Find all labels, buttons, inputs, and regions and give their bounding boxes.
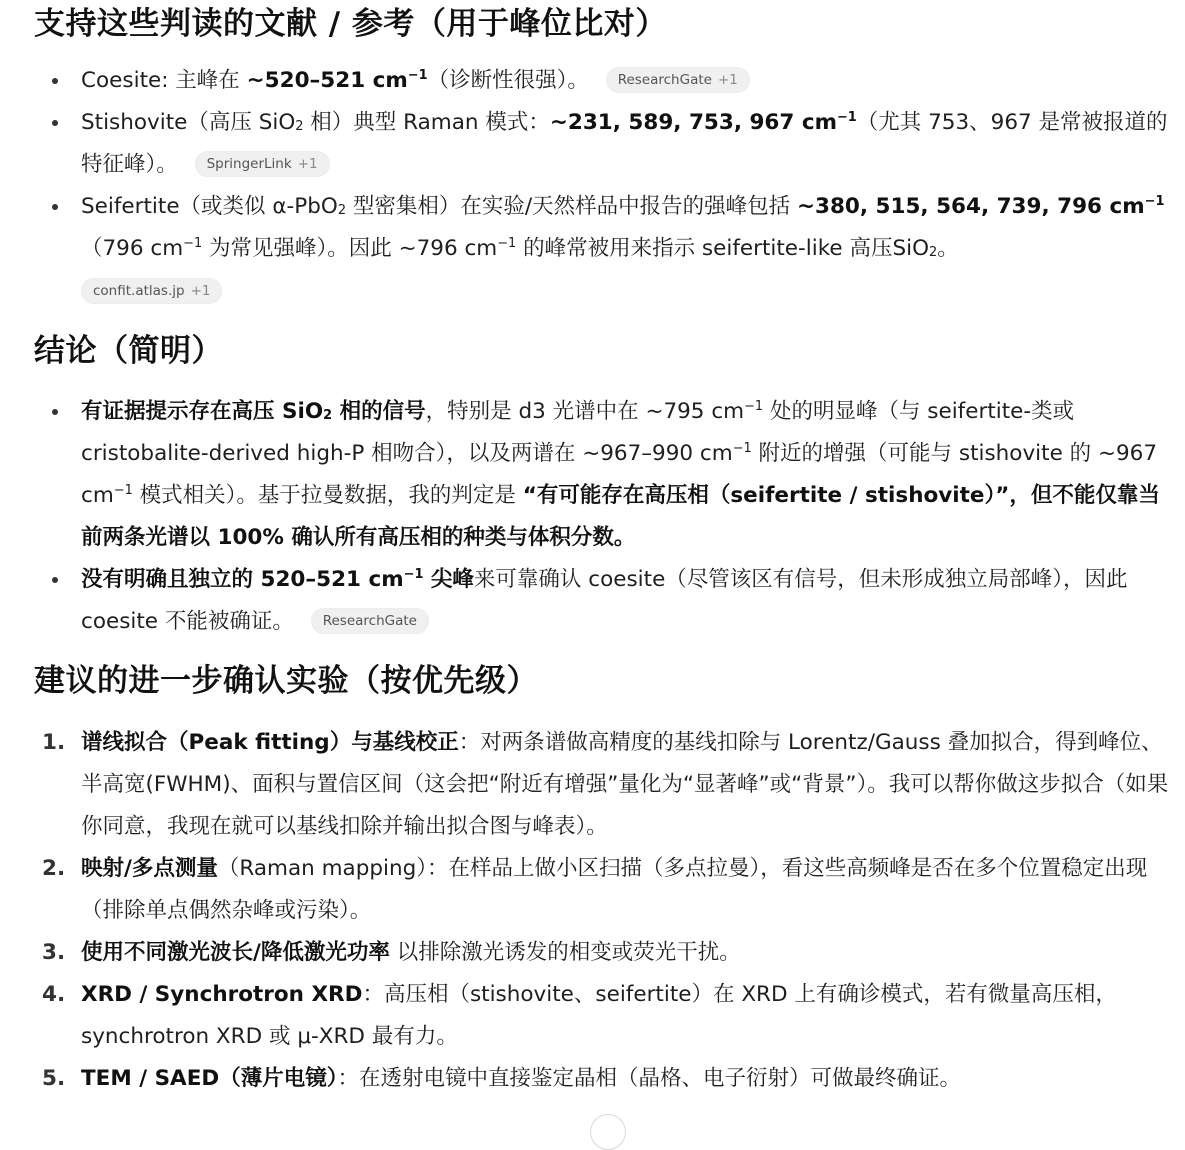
peak-value: ~380, 515, 564, 739, 796 $cm^{-1}$ (796, 193, 1165, 219)
list-item: 没有明确且独立的 520–521 $cm^{-1}$ 尖峰来可靠确认 coesite（尽管该区有信号，但未形成独立局部峰），因此 coesite 不能被确证。 ResearchGate (34, 559, 1180, 643)
suggestion-list (34, 722, 1180, 1100)
list-item: 3. 使用不同激光波长/降低激光功率 以排除激光诱发的相变或荧光干扰。 (42, 940, 741, 965)
list-item: Stishovite（高压 SiO$_2$ 相）典型 Raman 模式：~231, 589, 753, 967 $cm^{-1}$（尤其 753、967 是常被报道的特征峰）。 SpringerLink +1 (34, 102, 1180, 186)
conclusion-list (34, 391, 1180, 643)
section-heading-suggestions: 建议的进一步确认实验（按优先级） (34, 663, 538, 699)
list-item: 1. 谱线拟合（Peak fitting）与基线校正：对两条谱做高精度的基线扣除与 Lorentz/Gauss 叠加拟合，得到峰位、半高宽(FWHM)、面积与置信区间（这会把“附近有增强”量化为“显著峰”或“背景”）。我可以帮你做这步拟合（如果你同意，我现在就可以基线扣除并输出拟合图与峰表）。 (42, 730, 1169, 839)
source-citation-chip[interactable]: ResearchGate (311, 608, 429, 634)
chat-response-content (34, 0, 1180, 1100)
source-citation-chip[interactable]: ResearchGate +1 (606, 67, 750, 93)
section-heading-references: 支持这些判读的文献 / 参考（用于峰位比对） (34, 6, 667, 42)
list-item: Seifertite（或类似 α-PbO$_2$ 型密集相）在实验/天然样品中报告的强峰包括 ~380, 515, 564, 739, 796 $cm^{-1}(796$ $cm^{-1}$ 为常见强峰）。因此 ~796 $cm^{-1}$ 的峰常被用来指示 seifertite-like 高压SiO$_2$。 confit.atlas.jp +1 (34, 186, 1180, 316)
reference-list (34, 60, 1180, 316)
list-item: 2. 映射/多点测量（Raman mapping）：在样品上做小区扫描（多点拉曼），看这些高频峰是否在多个位置稳定出现（排除单点偶然杂峰或污染）。 (42, 856, 1148, 923)
section-heading-conclusion: 结论（简明） (34, 333, 223, 369)
list-item: Coesite: 主峰在 ~520–521 $cm^{-1}$（诊断性很强）。 ResearchGate +1 (34, 60, 1180, 102)
peak-value: ~231, 589, 753, 967 $cm^{-1}$ (549, 109, 857, 135)
list-item: 有证据提示存在高压 SiO$_2$ 相的信号，特别是 d3 光谱中在 ~795 $cm^{-1}$ 处的明显峰（与 seifertite-类或 cristobalite-derived high-P 相吻合），以及两谱在 ~967–990 $cm^{-1}$ 附近的增强（可能与 stishovite 的 ~967 $cm^{-1}$ 模式相关）。基于拉曼数据，我的判定是 “有可能存在高压相（seifertite / stishovite）”，但不能仅靠当前两条光谱以 100% 确认所有高压相的种类与体积分数。 (34, 391, 1180, 559)
list-item: 4. XRD / Synchrotron XRD：高压相（stishovite、seifertite）在 XRD 上有确诊模式，若有微量高压相，synchrotron XRD 或 μ-XRD 最有力。 (42, 982, 1117, 1049)
scroll-to-bottom-button[interactable] (590, 1114, 626, 1150)
source-citation-chip[interactable]: confit.atlas.jp +1 (81, 278, 222, 304)
peak-value: ~520–521 $cm^{-1}$ (246, 67, 428, 93)
source-citation-chip[interactable]: SpringerLink +1 (195, 151, 330, 177)
list-item: 5. TEM / SAED（薄片电镜）：在透射电镜中直接鉴定晶相（晶格、电子衍射）可做最终确证。 (42, 1066, 961, 1091)
